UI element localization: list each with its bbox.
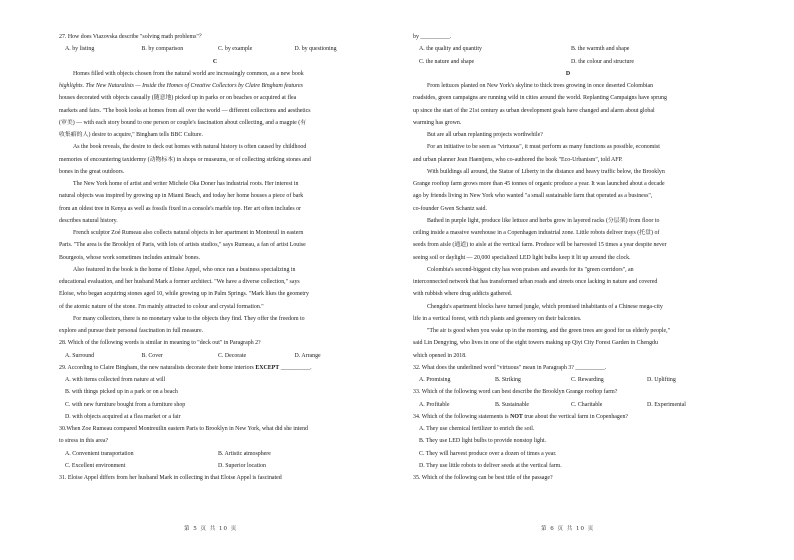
section-c-heading: C — [212, 58, 218, 65]
passage-c-p5-line-2: educational evaluation, and her husband Mark a former architect. "We have a diverse collection," says — [59, 279, 300, 285]
passage-d-p8-line-3: which opened in 2018. — [413, 352, 467, 359]
q28-option-c: C. Decorate — [218, 352, 247, 359]
passage-d-p5-line-3: seeds from aisle (通道) to aisle at the vertical farm. Produce will be harvested 15 times a year despite never — [413, 242, 667, 249]
q31-option-d: D. the colour and structure — [571, 58, 634, 65]
q27-option-b: B. by comparison — [141, 46, 184, 53]
passage-c-p2-line-2: memories of encountering taxidermy (动物标本) in shops or museums, or of collecting striking stones and — [59, 156, 311, 163]
q34-option-d: D. They use little robots to deliver seeds at the vertical farm. — [419, 462, 562, 469]
passage-d-p1-line-4: warming has grown. — [413, 119, 462, 126]
q30-stem-line-1: 30.When Zoe Rumeau compared Montreuilin eastern Paris to Brooklyn in New York, what did she intend — [59, 426, 308, 432]
q30-option-a: A. Convenient transportation — [65, 450, 134, 457]
q34-option-b: B. They use LED light bulbs to provide nonstop light. — [419, 438, 547, 445]
passage-d-p8-line-2: said Lin Dengying, who lives in one of the eight towers making up Qiyi City Forest Garden in Chengdu — [413, 340, 658, 347]
passage-c-p1-line-1: Homes filled with objects chosen from the natural world are increasingly common, as a new book — [73, 70, 304, 77]
q29-stem-blank: __________. — [280, 364, 312, 371]
q27-option-c: C. by example — [218, 46, 253, 53]
passage-d-p7-line-2: life in a vertical forest, with rich plants and greenery on their balconies. — [413, 315, 582, 322]
passage-c-p5-line-3: Eloise, who began acquiring stones aged 10, while growing up in Palm Springs. "Mark likes the geometry — [59, 291, 309, 298]
passage-c-p4-line-1: French sculptor Zoé Rumeau also collects natural objects in her apartment in Montreuil in eastern — [73, 230, 304, 236]
q34-stem-part-2: true about the vertical farm in Copenhagen? — [524, 413, 629, 420]
passage-c-p1-line-6: 收集癖的人) desire to acquire," Bingham tells BBC Culture. — [59, 132, 203, 138]
q29-option-b: B. with things picked up in a park or on a beach — [65, 389, 178, 396]
passage-c-p1-line-3: houses decorated with objects casually (随意地) picked up in parks or on beaches or acquired at flea — [59, 95, 297, 102]
q33-stem: 33. Which of the following word can best describe the Brooklyn Grange rooftop farm? — [413, 389, 618, 396]
q28-option-d: D. Arrange — [294, 352, 321, 359]
q29-option-a: A. with items collected from nature at will — [65, 377, 166, 383]
passage-c-p4-line-3: Bourgeois, whose work sometimes includes animals' bones. — [59, 254, 201, 261]
q32-option-d: D. Uplifting — [647, 377, 676, 383]
q34-option-c: C. They will harvest produce over a dozen of times a year. — [419, 450, 557, 457]
q29-stem-part-1: 29. According to Claire Bingham, the new naturalists decorate their home interiors — [59, 364, 254, 371]
passage-d-p7-line-1: Chengdu's apartment blocks have turned jungle, which promised inhabitants of a Chinese mega-city — [427, 303, 663, 310]
passage-d-p1-line-2: roadsides, green campaigns are running wild in cities around the world. Replanting Campaigns have sprung — [413, 95, 667, 102]
passage-c-p2-line-3: bones in the great outdoors. — [59, 168, 125, 175]
left-page — [59, 31, 371, 560]
q31-stem: 31. Eloise Appel differs from her husband Mark in collecting in that Eloise Appel is fascinated — [59, 475, 282, 481]
book-title-line: highlights. The New Naturalists — Inside the Homes of Creative Collectors by Claire Bingham features — [59, 83, 303, 89]
passage-d-p8-line-1: "The air is good when you wake up in the morning, and the green trees are good for us elderly people," — [427, 328, 670, 334]
q30-option-d: D. Superior location — [218, 462, 266, 469]
passage-c-p1-line-2 — [59, 80, 371, 92]
right-page-footer: 第 6 页 共 10 页 — [541, 526, 595, 532]
passage-d-p6-line-2: interconnected network that has transformed urban roads and streets once lacking in nature and covered — [413, 279, 658, 285]
passage-d-p5-line-2: ceiling inside a massive warehouse in a Copenhagen industrial zone. Little robots deliver trays (托盘) of — [413, 230, 660, 236]
passage-c-p3-line-4: describes natural history. — [59, 217, 118, 224]
q32-option-c: C. Rewarding — [571, 377, 604, 383]
q27-option-a: A. by listing — [65, 46, 95, 53]
section-d-heading: D — [565, 70, 571, 77]
q30-options-row-2 — [59, 460, 371, 472]
passage-c-p6-line-2: explore and pursue their personal fascination in full measure. — [59, 328, 204, 334]
passage-d-p5-line-1: Bathed in purple light, produce like lettuce and herbs grow in layered racks (分层架) from floor to — [427, 217, 660, 224]
passage-d-p6-line-3: with rubbish where drug addicts gathered. — [413, 291, 513, 298]
passage-c-p3-line-3: from an oldest tree in Kenya as well as fossils fixed in a console's marble top. Her art often includes or — [59, 205, 302, 212]
passage-c-p1-line-4: markets and fairs. "The book looks at homes from all over the world — different collections and aesthetics — [59, 107, 311, 114]
q28-option-b: B. Cover — [141, 352, 163, 359]
passage-c-p4-line-2: Paris. "The area is the Brooklyn of Paris, with lots of artists studios," says Rumeau, a fan of artist Louise — [59, 242, 306, 249]
q28-stem: 28. Which of the following words is similar in meaning to "deck out" in Paragraph 2? — [59, 340, 261, 347]
q33-option-d: D. Experimental — [647, 401, 686, 408]
q34-stem-part-1: 34. Which of the following statements is — [413, 413, 509, 420]
q33-option-a: A. Profitable — [419, 401, 450, 408]
q31-option-a: A. the quality and quantity — [419, 46, 482, 53]
passage-c-p1-line-5: (审美) — with each story bound to one person or couple's fascination about collecting, and a magpie (有 — [59, 119, 307, 126]
q31-stem-continued: by __________. — [413, 34, 452, 40]
passage-d-p5-line-4: seeing soil or daylight — 20,000 specialized LED light bulbs keep it lit up around the clock. — [413, 254, 631, 261]
q32-option-a: A. Promising — [419, 377, 451, 383]
left-page-footer: 第 5 页 共 10 页 — [184, 526, 238, 532]
q34-option-a: A. They use chemical fertilizer to enrich the soil. — [419, 426, 535, 432]
passage-d-p3-line-1: For an initiative to be seen as "virtuous", it must perform as many functions as possible, economist — [427, 144, 660, 151]
passage-d-p1-line-3: up since the start of the 21st century as urban development goals have changed and alarm about global — [413, 107, 655, 114]
q30-options-row-1 — [59, 448, 371, 460]
q33-options — [413, 399, 723, 411]
q31-options-row-1 — [413, 43, 723, 55]
q28-option-a: A. Surround — [65, 352, 95, 359]
passage-d-p6-line-1: Colombia's second-biggest city has won praises and awards for its "green corridors", an — [427, 266, 634, 273]
q33-option-b: B. Sustainable — [495, 401, 530, 408]
passage-d-p4-line-4: co-founder Gwen Schantz said. — [413, 205, 487, 212]
q29-stem-except: EXCEPT — [255, 364, 280, 371]
q31-options-row-2 — [413, 56, 723, 68]
passage-d-p3-line-2: and urban planner Jean Haentjens, who co-authored the book "Eco-Urbanism", told AFP. — [413, 156, 623, 163]
q29-option-d: D. with objects acquired at a flea market or a fair — [65, 413, 181, 420]
passage-d-p4-line-3: ago by friends living in New York who wanted "a small sustainable farm that operated as a business", — [413, 193, 653, 200]
q27-options — [59, 43, 371, 55]
q30-option-b: B. Artistic atmosphere — [218, 450, 271, 457]
q27-option-d: D. by questioning — [294, 46, 337, 53]
q29-option-c: C. with new furniture bought from a furniture shop — [65, 401, 186, 408]
passage-c-p3-line-2: natural objects was inspired by growing up in Miami Beach, and today her home houses a piece of bark — [59, 193, 304, 200]
passage-d-p4-line-2: Grange rooftop farm grows more than 45 tonnes of organic produce a year. It was launched about a decade — [413, 181, 665, 187]
q34-stem-not: NOT — [510, 413, 523, 420]
q34-stem — [413, 411, 723, 423]
q31-option-b: B. the warmth and shape — [571, 46, 630, 53]
q35-stem: 35. Which of the following can be best title of the passage? — [413, 475, 553, 481]
q30-option-c: C. Excellent environment — [65, 462, 126, 469]
q32-options — [413, 374, 723, 386]
right-page — [413, 31, 723, 560]
q28-options — [59, 350, 371, 362]
passage-c-p5-line-1: Also featured in the book is the home of Eloise Appel, who once ran a business specializing in — [73, 266, 296, 273]
passage-c-p3-line-1: The New York home of artist and writer Michele Oka Doner has industrial roots. Her interest in — [73, 181, 299, 187]
q32-stem: 32. What does the underlined word "virtuous" mean in Paragraph 3? __________. — [413, 364, 607, 371]
passage-d-p1-line-1: From lettuces planted on New York's skyline to thick trees growing in once deserted Colombian — [427, 83, 654, 89]
q30-stem-line-2: to stress in this area? — [59, 438, 109, 445]
passage-c-p6-line-1: For many collectors, there is no monetary value to the objects they find. They offer the freedom to — [73, 315, 305, 322]
passage-c-p5-line-4: of the atomic nature of the stone. I'm mainly attracted to colour and crystal formation." — [59, 303, 264, 310]
q27-stem: 27. How does Viazovska describe "solving math problems"？ — [59, 34, 205, 40]
passage-d-p4-line-1: With buildings all around, the Statue of Liberty in the distance and heavy traffic below, the Brooklyn — [427, 168, 665, 175]
passage-d-p2: But are all urban replanting projects worthwhile? — [427, 132, 543, 138]
q33-option-c: C. Charitable — [571, 401, 603, 408]
q32-option-b: B. Striking — [495, 377, 521, 383]
passage-c-p2-line-1: As the book reveals, the desire to deck out homes with natural history is often caused by childhood — [73, 144, 307, 151]
q29-stem — [59, 362, 371, 374]
q31-option-c: C. the nature and shape — [419, 58, 475, 65]
